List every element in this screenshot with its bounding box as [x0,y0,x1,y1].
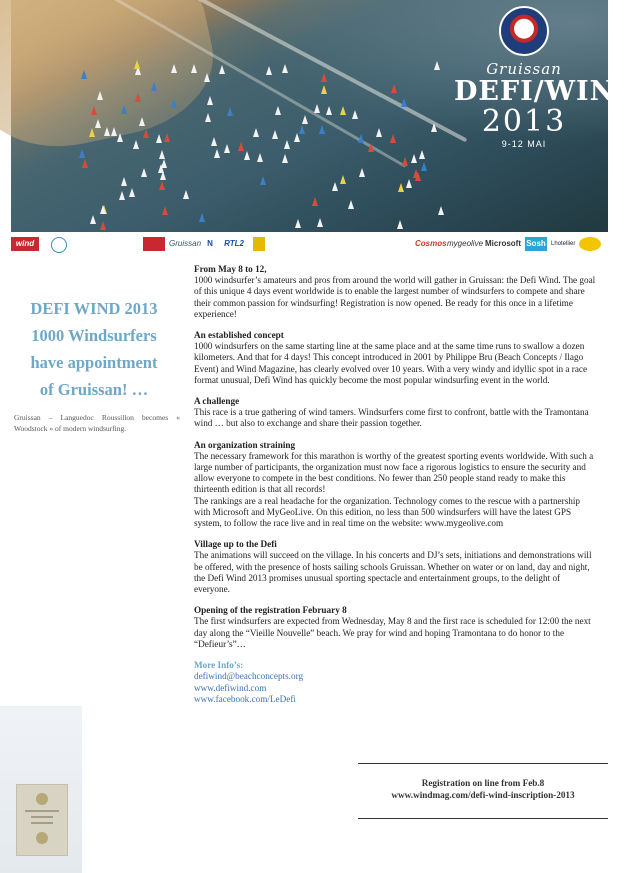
windsurf-sail-icon [421,162,427,171]
windsurf-sail-icon [257,153,263,162]
windsurf-sail-icon [284,140,290,149]
sponsor-logo: mygeolive [447,239,484,248]
more-info-heading: More Info’s: [194,660,244,671]
sidebar-title-line: have appointment [30,353,158,372]
windsurf-sail-icon [275,106,281,115]
windsurf-sail-icon [238,142,244,151]
sponsor-logo: Cosmos [415,239,447,248]
windsurf-sail-icon [319,125,325,134]
sponsor-logo: RTL2 [224,239,244,248]
section-body: 1000 windsurfer’s amateurs and pros from around the world will gather in Gruissan: the Defi Wind. The goal of this unique 4 days event worldwide is to enable the largest number of windsurfers to compete and share their common passion for windsurfing! Registration is now opened. Be ready for this once in a lifetime experience! [194,275,596,319]
windsurf-sail-icon [214,149,220,158]
article-section [194,605,596,650]
section-body: The rankings are a real headache for the organization. Technology comes to the rescue with a partnership with Microsoft and MyGeoLive. On this edition, no less than 500 windsurfers will have the latest GPS system, to follow the race live and in real time on the website: www.mygeolive.com [194,495,581,529]
windsurf-sail-icon [89,128,95,137]
windsurf-sail-icon [358,134,364,143]
logo-badge-icon [499,6,549,56]
section-body: The first windsurfers are expected from Wednesday, May 8 and the first race is scheduled for 12:00 the next day along the “Vieille Nouvelle” beach. We pray for wind and hoping Tramontana to do honor to the “Defieur’s”… [194,616,591,649]
windsurf-sail-icon [340,106,346,115]
windsurf-sail-icon [368,143,374,152]
windsurf-sail-icon [227,107,233,116]
windsurf-sail-icon [260,176,266,185]
windsurf-sail-icon [244,151,250,160]
windsurf-sail-icon [171,64,177,73]
website-link[interactable]: www.defiwind.com [194,682,267,693]
sidebar-note: Gruissan – Languedoc Roussillon becomes « Woodstock » of modern windsurfing. [14,413,180,433]
windsurf-sail-icon [317,218,323,227]
registration-box [358,763,608,819]
windsurf-sail-icon [224,144,230,153]
windsurf-sail-icon [434,61,440,70]
seal-icon [36,832,48,844]
brochure-image [0,706,82,873]
email-link[interactable]: defiwind@beachconcepts.org [194,671,304,682]
windsurf-sail-icon [302,115,308,124]
section-heading: An established concept [194,330,284,341]
windsurf-sail-icon [79,149,85,158]
windsurf-sail-icon [314,104,320,113]
windsurf-sail-icon [117,133,123,142]
windsurf-sail-icon [332,182,338,191]
brochure-line [25,810,59,812]
section-heading: An organization straining [194,439,296,450]
event-logo [454,6,640,166]
windsurf-sail-icon [139,117,145,126]
windsurf-sail-icon [411,154,417,163]
windsurf-sail-icon [207,96,213,105]
windsurf-sail-icon [135,93,141,102]
windsurf-sail-icon [376,128,382,137]
windsurf-sail-icon [352,110,358,119]
sponsor-logo: Lhotellier [551,241,576,247]
logo-year: 2013 [481,104,567,139]
sponsor-logo-icon [143,237,165,251]
windsurf-sail-icon [90,215,96,224]
windsurf-sail-icon [183,190,189,199]
windsurf-sail-icon [359,168,365,177]
sponsor-logo-icon [579,237,601,251]
windsurf-sail-icon [100,205,106,214]
sponsor-logo-icon: N [207,239,213,248]
windsurf-sail-icon [143,129,149,138]
windsurf-sail-icon [312,197,318,206]
windsurf-sail-icon [81,70,87,79]
windsurf-sail-icon [82,159,88,168]
beach-sand [0,0,226,163]
windsurf-sail-icon [134,60,140,69]
windsurf-sail-icon [282,64,288,73]
windsurf-sail-icon [199,213,205,222]
windsurf-sail-icon [141,168,147,177]
windsurf-sail-icon [121,105,127,114]
windsurf-sail-icon [272,130,278,139]
more-info [194,660,596,705]
windsurf-sail-icon [171,99,177,108]
registration-title: Registration on line from Feb.8 [421,778,545,788]
article-section [194,440,596,530]
sponsor-strip [11,233,608,255]
brochure-line [31,816,53,818]
windsurf-sail-icon [398,183,404,192]
section-heading: From May 8 to 12, [194,264,267,274]
windsurf-sail-icon [402,157,408,166]
sponsor-logo: Sosh [525,237,547,251]
registration-url[interactable]: www.windmag.com/defi-wind-inscription-2013 [391,789,575,800]
windsurf-sail-icon [295,219,301,228]
windsurf-sail-icon [204,73,210,82]
windsurf-sail-icon [415,172,421,181]
sponsor-logo-icon [253,237,265,251]
section-heading: Opening of the registration February 8 [194,605,347,616]
windsurf-sail-icon [121,177,127,186]
logo-name: DEFI/WIND [454,76,640,107]
windsurf-sail-icon [438,206,444,215]
windsurf-sail-icon [156,134,162,143]
facebook-link[interactable]: www.facebook.com/LeDefi [194,693,296,704]
windsurf-sail-icon [406,179,412,188]
windsurf-sail-icon [97,91,103,100]
windsurf-sail-icon [431,123,437,132]
windsurf-sail-icon [219,65,225,74]
windsurf-sail-icon [164,133,170,142]
main-article [194,264,596,705]
sidebar-title-line: 1000 Windsurfers [31,326,157,345]
windsurf-sail-icon [104,127,110,136]
windsurf-sail-icon [401,98,407,107]
section-body: This race is a true gathering of wind tamers. Windsurfers come first to confront, battle with the Tramontana wind … but also to exchange and share their passion together. [194,407,589,429]
sponsor-logo: Microsoft [485,239,521,248]
windsurf-sail-icon [205,113,211,122]
windsurf-sail-icon [321,85,327,94]
section-heading: A challenge [194,396,240,407]
sponsor-logo: Gruissan [169,239,202,248]
sponsor-logo-icon [51,237,67,253]
windsurf-sail-icon [340,175,346,184]
brochure-card [16,784,68,856]
windsurf-sail-icon [111,127,117,136]
windsurf-sail-icon [321,73,327,82]
windsurf-sail-icon [348,200,354,209]
windsurf-sail-icon [129,188,135,197]
windsurf-sail-icon [191,64,197,73]
windsurf-sail-icon [151,82,157,91]
windsurf-sail-icon [211,137,217,146]
windsurf-sail-icon [282,154,288,163]
hero-photo [11,0,640,232]
windsurf-sail-icon [397,220,403,229]
section-body: The necessary framework for this marathon is worthy of the greatest sporting events worldwide. With such a large number of participants, the organization must now face a rigorous logistics to ensure the security and allow everyone to compete in the best conditions. No fewer than 250 people stand ready to make this thirteenth edition is that all records! [194,450,594,495]
windsurf-sail-icon [91,106,97,115]
windsurf-sail-icon [158,164,164,173]
section-heading: Village up to the Defi [194,539,277,550]
section-body: The animations will succeed on the village. In his concerts and DJ’s sets, initiations and demonstrations will be offered, with the presence of hosts sailing schools Gruissan. Whether on water or on land, day and night, the Defi Wind 2013 promises unusual sporting spectacle and entertainment groups, to the delight of everyone. [194,550,592,595]
windsurf-sail-icon [326,106,332,115]
windsurf-sail-icon [159,150,165,159]
sidebar-title [14,295,174,403]
article-section [194,330,596,386]
windsurf-sail-icon [253,128,259,137]
windsurf-sail-icon [159,181,165,190]
windsurf-sail-icon [390,134,396,143]
windsurf-sail-icon [266,66,272,75]
article-section [194,539,596,595]
seal-icon [36,793,48,805]
article-section [194,264,596,320]
logo-town: Gruissan [486,60,562,78]
windsurf-sail-icon [95,119,101,128]
windsurf-sail-icon [299,125,305,134]
windsurf-sail-icon [162,206,168,215]
sidebar-title-line: of Gruissan! … [39,380,149,399]
sponsor-logo: wind [11,237,39,251]
windsurf-sail-icon [419,150,425,159]
windsurf-sail-icon [119,191,125,200]
sidebar-title-line: DEFI WIND 2013 [30,299,158,318]
logo-dates: 9-12 MAI [501,139,547,149]
windsurf-sail-icon [133,140,139,149]
windsurf-sail-icon [100,221,106,230]
brochure-line [31,822,53,824]
section-body: 1000 windsurfers on the same starting line at the same place and at the same time runs to swallow a dozen kilometers. And that for 4 days! This concept introduced in 2001 by Philippe Bru (Beach Concepts / Ilago Event) and Wind Magazine, has clearly evolved over 10 years. With a very windy and idyllic spot in a race format unusual, Defi Wind has quickly become the most popular windsurfing event in the world. [194,341,588,385]
article-section [194,396,596,430]
windsurf-sail-icon [391,84,397,93]
